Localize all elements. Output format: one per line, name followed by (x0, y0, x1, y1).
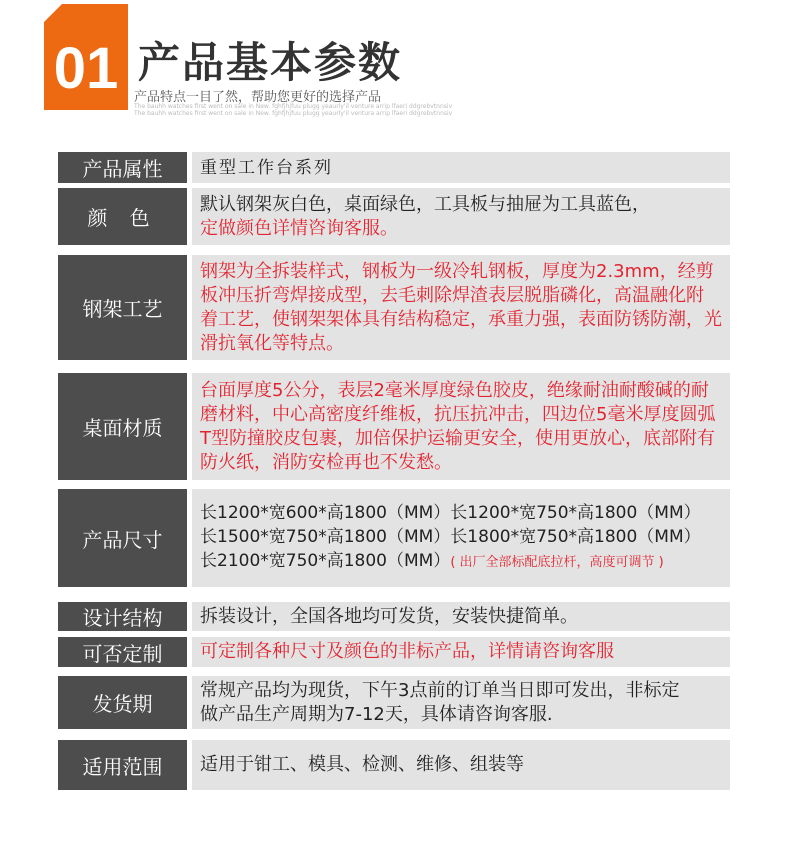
spec-value-line: T型防撞胶皮包裹，加倍保护运输更安全，使用更放心，底部附有 (200, 427, 715, 449)
badge-corner-fold (44, 4, 62, 22)
spec-value-line: 重型工作台系列 (200, 157, 333, 178)
spec-value-line-highlight: 定做颜色详情咨询客服。 (200, 217, 398, 239)
spec-value (192, 255, 730, 360)
spec-value-line: 滑抗氧化等特点。 (200, 332, 344, 354)
spec-value-line: 板冲压折弯焊接成型，去毛刺除焊渣表层脱脂磷化，高温融化附 (200, 284, 704, 306)
section-title: 产品基本参数 (138, 38, 403, 87)
spec-row-applicable-scope (58, 740, 730, 790)
spec-row-design-structure (58, 602, 730, 631)
section-header (0, 0, 790, 140)
spec-row-attribute (58, 152, 730, 183)
spec-label: 桌面材质 (58, 373, 187, 480)
spec-label: 可否定制 (58, 637, 187, 667)
spec-label: 发货期 (58, 676, 187, 729)
spec-value-line: 适用于钳工、模具、检测、维修、组装等 (200, 754, 524, 775)
decorative-text-line: The bauhh watches first went on sale in New. fghfjhjfuu plugg yeaurly'il ventura arrip lfaeri ddgrebvtnnsiv (134, 110, 453, 117)
spec-value (192, 602, 730, 631)
spec-value-line (200, 549, 724, 575)
decorative-text-line: The bauhh watches first went on sale in New. fghfjhjfuu plugg yeaurly'il venture arrip lfaeri ddgrebvtnnsiv (134, 103, 453, 110)
spec-row-color (58, 188, 730, 245)
spec-value-line: 做产品生产周期为7-12天，具体请咨询客服. (200, 703, 553, 725)
spec-value-line: 防火纸，消防安检再也不发愁。 (200, 451, 452, 473)
spec-value-line: 拆装设计，全国各地均可发货，安装快捷简单。 (200, 605, 578, 627)
decorative-small-text (134, 103, 454, 117)
spec-value (192, 152, 730, 183)
spec-row-customization (58, 637, 730, 667)
spec-label: 产品属性 (58, 152, 187, 183)
spec-value-line: 着工艺，使钢架架体具有结构稳定，承重力强，表面防锈防潮，光 (200, 308, 722, 330)
spec-value-line: 长1200*宽600*高1800（MM）长1200*宽750*高1800（MM） (200, 503, 701, 523)
spec-value-line: 钢架为全拆装样式，钢板为一级冷轧钢板，厚度为2.3mm，经剪 (200, 260, 714, 282)
spec-value-line: 台面厚度5公分，表层2毫米厚度绿色胶皮，绝缘耐油耐酸碱的耐 (200, 379, 709, 401)
spec-row-dimensions (58, 489, 730, 587)
spec-label: 产品尺寸 (58, 489, 187, 587)
spec-label: 设计结构 (58, 602, 187, 631)
spec-label: 适用范围 (58, 740, 187, 790)
spec-row-desktop-material (58, 373, 730, 480)
spec-value (192, 676, 730, 729)
spec-value (192, 373, 730, 480)
spec-label: 钢架工艺 (58, 255, 187, 360)
spec-value (192, 188, 730, 245)
section-subtitle: 产品特点一目了然，帮助您更好的选择产品 (134, 90, 382, 105)
dimension-text: 长2100*宽750*高1800（MM） (200, 551, 451, 571)
spec-label: 颜 色 (58, 188, 187, 245)
spec-value-line: 默认钢架灰白色，桌面绿色，工具板与抽屉为工具蓝色， (200, 193, 650, 215)
spec-value (192, 637, 730, 667)
spec-value-line: 常规产品均为现货，下午3点前的订单当日即可发出，非标定 (200, 679, 680, 701)
spec-value-line: 长1500*宽750*高1800（MM）长1800*宽750*高1800（MM） (200, 527, 701, 547)
spec-value-line: 磨材料，中心高密度纤维板，抗压抗冲击，四边位5毫米厚度圆弧 (200, 403, 716, 425)
spec-value (192, 489, 730, 587)
dimension-note: ( 出厂全部标配底拉杆，高度可调节 ) (450, 555, 664, 570)
spec-row-delivery (58, 676, 730, 729)
spec-value-line: 可定制各种尺寸及颜色的非标产品，详情请咨询客服 (200, 641, 614, 662)
spec-row-frame-process (58, 255, 730, 360)
section-number-badge: 01 (44, 4, 128, 110)
spec-value (192, 740, 730, 790)
